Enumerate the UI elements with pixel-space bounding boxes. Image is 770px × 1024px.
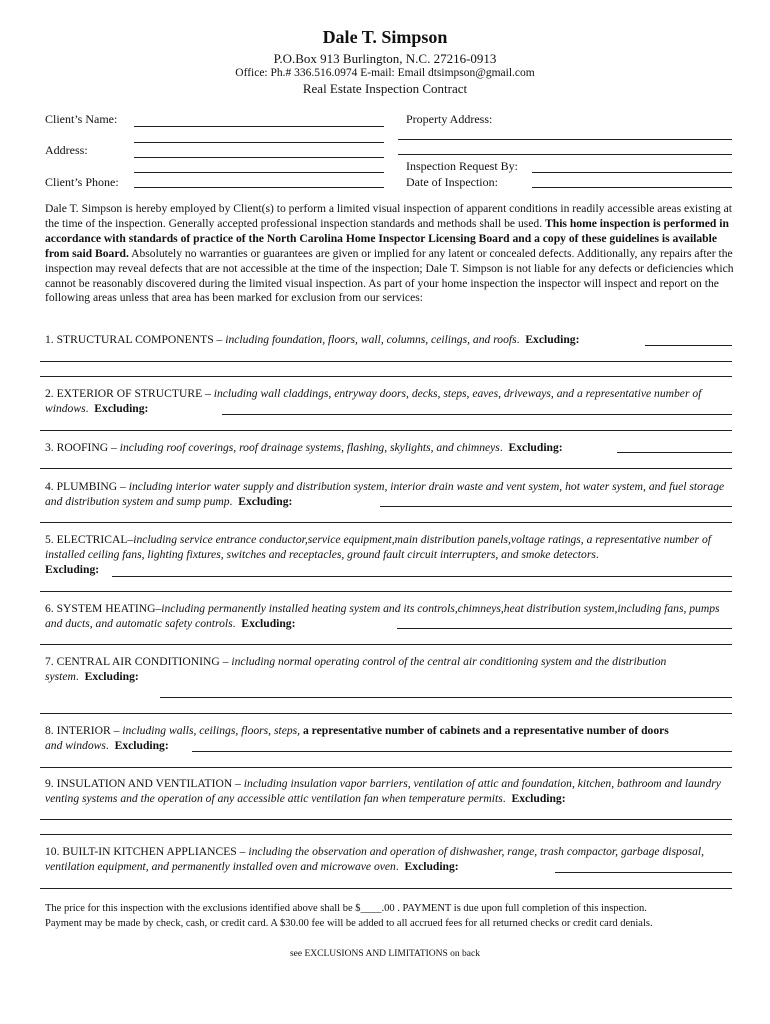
section-interior: 8. INTERIOR – including walls, ceilings, floors, steps, a representative number of cabinets and a representative number of doors and windows. Excluding:: [45, 724, 669, 752]
excluding-label: Excluding:: [511, 792, 566, 805]
section-description: including wall claddings, entryway doors, decks, steps, eaves, driveways, and a representative number of windows: [45, 387, 702, 415]
section-heading: 8. INTERIOR –: [45, 724, 123, 737]
section-heating: 6. SYSTEM HEATING–including permanently installed heating system and its controls,chimneys,heat distribution system,including fans, pumps and ducts, and automatic safety controls. Excluding:: [45, 602, 720, 630]
exterior-exclusion-line-2[interactable]: [40, 430, 732, 431]
section-heading: 10. BUILT-IN KITCHEN APPLIANCES –: [45, 845, 249, 858]
insulation-exclusion-line-2[interactable]: [40, 834, 732, 835]
section-heading: 4. PLUMBING –: [45, 480, 129, 493]
excluding-label: Excluding:: [525, 333, 580, 346]
section-electrical: 5. ELECTRICAL–including service entrance conductor,service equipment,main distribution panels,voltage ratings, a representative number of installed ceiling fans, lighting fixtures, switches and receptacles, ground fault circuit interrupters, and smoke detectors. Excluding:: [45, 533, 711, 576]
excluding-label: Excluding:: [114, 739, 169, 752]
air-conditioning-exclusion-field[interactable]: [160, 697, 732, 698]
section-roofing: 3. ROOFING – including roof coverings, roof drainage systems, flashing, skylights, and chimneys. Excluding:: [45, 441, 563, 454]
excluding-label: Excluding:: [238, 495, 293, 508]
section-description: including permanently installed heating system and its controls,chimneys,heat distribution system,including fans, pumps and ducts, and automatic safety controls: [45, 602, 720, 630]
exterior-exclusion-field[interactable]: [222, 414, 732, 415]
structural-exclusion-line-3[interactable]: [40, 376, 732, 377]
plumbing-exclusion-field[interactable]: [380, 506, 732, 507]
roofing-exclusion-line-2[interactable]: [40, 468, 732, 469]
payment-due-text: . PAYMENT is due upon full completion of this inspection.: [394, 903, 647, 914]
price-amount-field[interactable]: $____.00: [355, 903, 395, 914]
client-phone-field[interactable]: [134, 187, 384, 188]
section-description: including service entrance conductor,service equipment,main distribution panels,voltage ratings, a representative number of installed ceiling fans, lighting fixtures, switches and receptacles, ground fault circuit interrupters, and smoke detectors: [45, 533, 711, 561]
section-description: including interior water supply and distribution system, interior drain waste and vent system, hot water system, and fuel storage and distribution system and sump pump: [45, 480, 725, 508]
section-heading: 1. STRUCTURAL COMPONENTS –: [45, 333, 226, 346]
request-by-label: Inspection Request By:: [406, 159, 518, 173]
client-name-field[interactable]: [134, 126, 384, 127]
section-description: including insulation vapor barriers, ventilation of attic and foundation, kitchen, bathroom and laundry venting systems and the operation of any accessible attic ventilation fan when temperature permits: [45, 777, 721, 805]
company-contact: Office: Ph.# 336.516.0974 E-mail: Email dtsimpson@gmail.com: [235, 67, 535, 79]
company-name: Dale T. Simpson: [322, 27, 448, 47]
client-phone-label: Client’s Phone:: [45, 175, 119, 189]
payment-methods-text: Payment may be made by check, cash, or credit card. A $30.00 fee will be added to all accrued fees for all returned checks or credit card denials.: [45, 918, 653, 929]
interior-exclusion-line-2[interactable]: [40, 767, 732, 768]
intro-standards-bold: This home inspection is performed in accordance with standards of practice of the North Carolina Home Inspector Licensing Board and a copy of these guidelines is available from said Board.: [45, 216, 729, 260]
section-description: including normal operating control of the central air conditioning system and the distribution: [231, 655, 667, 668]
section-heading: 3. ROOFING –: [45, 441, 120, 454]
excluding-label: Excluding:: [508, 441, 563, 454]
electrical-exclusion-field[interactable]: [112, 576, 732, 577]
price-paragraph: [45, 901, 735, 931]
intro-text-1: Dale T. Simpson is hereby employed by Client(s) to perform a limited visual inspection of apparent conditions in readily accessible areas existing at the time of the inspection. Generally accepted professional inspection standards and methods shall be used.: [45, 202, 732, 230]
section-kitchen-appliances: 10. BUILT-IN KITCHEN APPLIANCES – including the observation and operation of dishwasher, range, trash compactor, garbage disposal, ventilation equipment, and permanently installed oven and microwave oven. Excluding:: [45, 845, 705, 873]
plumbing-exclusion-line-2[interactable]: [40, 522, 732, 523]
interior-exclusion-field[interactable]: [192, 751, 732, 752]
heating-exclusion-line-2[interactable]: [40, 644, 732, 645]
section-description-tail: system: [45, 670, 76, 683]
roofing-exclusion-field[interactable]: [617, 452, 732, 453]
property-address-field-2[interactable]: [398, 154, 732, 155]
footer-note: see EXCLUSIONS AND LIMITATIONS on back: [289, 949, 480, 959]
property-address-field[interactable]: [398, 139, 732, 140]
inspection-date-field[interactable]: [532, 187, 732, 188]
section-structural: 1. STRUCTURAL COMPONENTS – including foundation, floors, wall, columns, ceilings, and roofs. Excluding:: [45, 333, 580, 346]
section-description-tail: and windows: [45, 739, 106, 752]
excluding-label: Excluding:: [94, 402, 149, 415]
air-conditioning-exclusion-line-2[interactable]: [40, 713, 732, 714]
section-plumbing: 4. PLUMBING – including interior water supply and distribution system, interior drain waste and vent system, hot water system, and fuel storage and distribution system and sump pump. Excluding:: [45, 480, 725, 508]
section-air-conditioning: 7. CENTRAL AIR CONDITIONING – including normal operating control of the central air conditioning system and the distribution system. Excluding:: [45, 655, 667, 683]
property-address-label: Property Address:: [406, 112, 493, 126]
heating-exclusion-field[interactable]: [397, 628, 732, 629]
intro-text-2: Absolutely no warranties or guarantees are given or implied for any latent or concealed defects. Additionally, any repairs after the inspection may reveal defects that are not accessible at the time of the inspection; Dale T. Simpson is not liable for any defects or deficiencies which cannot be reasonably discovered during the limited visual inspection. As part of your home inspection the inspector will inspect and report on the following areas unless that area has been marked for exclusion from our services:: [45, 246, 734, 305]
address-label: Address:: [45, 143, 88, 157]
section-heading: 6. SYSTEM HEATING–: [45, 602, 162, 615]
company-address: P.O.Box 913 Burlington, N.C. 27216-0913: [273, 51, 497, 66]
inspection-date-label: Date of Inspection:: [406, 175, 498, 189]
section-description: including roof coverings, roof drainage systems, flashing, skylights, and chimneys: [119, 441, 500, 454]
address-field-2[interactable]: [134, 157, 384, 158]
client-name-label: Client’s Name:: [45, 112, 118, 126]
section-bold-text: a representative number of cabinets and a representative number of doors: [302, 724, 669, 737]
section-heading: 7. CENTRAL AIR CONDITIONING –: [45, 655, 232, 668]
price-text: The price for this inspection with the exclusions identified above shall be: [45, 903, 356, 914]
client-phone-field-top[interactable]: [134, 172, 384, 173]
excluding-label: Excluding:: [404, 860, 459, 873]
structural-exclusion-line-2[interactable]: [40, 361, 732, 362]
section-description: including the observation and operation of dishwasher, range, trash compactor, garbage disposal, ventilation equipment, and permanently installed oven and microwave oven: [45, 845, 705, 873]
kitchen-exclusion-line-2[interactable]: [40, 888, 732, 889]
electrical-exclusion-line-2[interactable]: [40, 591, 732, 592]
structural-exclusion-field[interactable]: [645, 345, 732, 346]
address-field-1[interactable]: [134, 142, 384, 143]
contract-title: Real Estate Inspection Contract: [302, 81, 468, 96]
intro-paragraph: [45, 202, 735, 306]
kitchen-exclusion-field[interactable]: [555, 872, 732, 873]
request-by-field[interactable]: [532, 172, 732, 173]
excluding-label: Excluding:: [45, 563, 100, 576]
section-description: including foundation, floors, wall, columns, ceilings, and roofs: [225, 333, 517, 346]
excluding-label: Excluding:: [84, 670, 139, 683]
section-exterior: 2. EXTERIOR OF STRUCTURE – including wall claddings, entryway doors, decks, steps, eaves, driveways, and a representative number of windows. Excluding:: [45, 387, 702, 415]
section-heading: 5. ELECTRICAL–: [45, 533, 134, 546]
section-heading: 9. INSULATION AND VENTILATION –: [45, 777, 244, 790]
section-heading: 2. EXTERIOR OF STRUCTURE –: [45, 387, 214, 400]
excluding-label: Excluding:: [241, 617, 296, 630]
section-insulation: 9. INSULATION AND VENTILATION – including insulation vapor barriers, ventilation of attic and foundation, kitchen, bathroom and laundry venting systems and the operation of any accessible attic ventilation fan when temperature permits. Excluding:: [45, 777, 721, 805]
section-description: including walls, ceilings, floors, steps,: [122, 724, 303, 737]
insulation-exclusion-field[interactable]: [40, 819, 732, 820]
